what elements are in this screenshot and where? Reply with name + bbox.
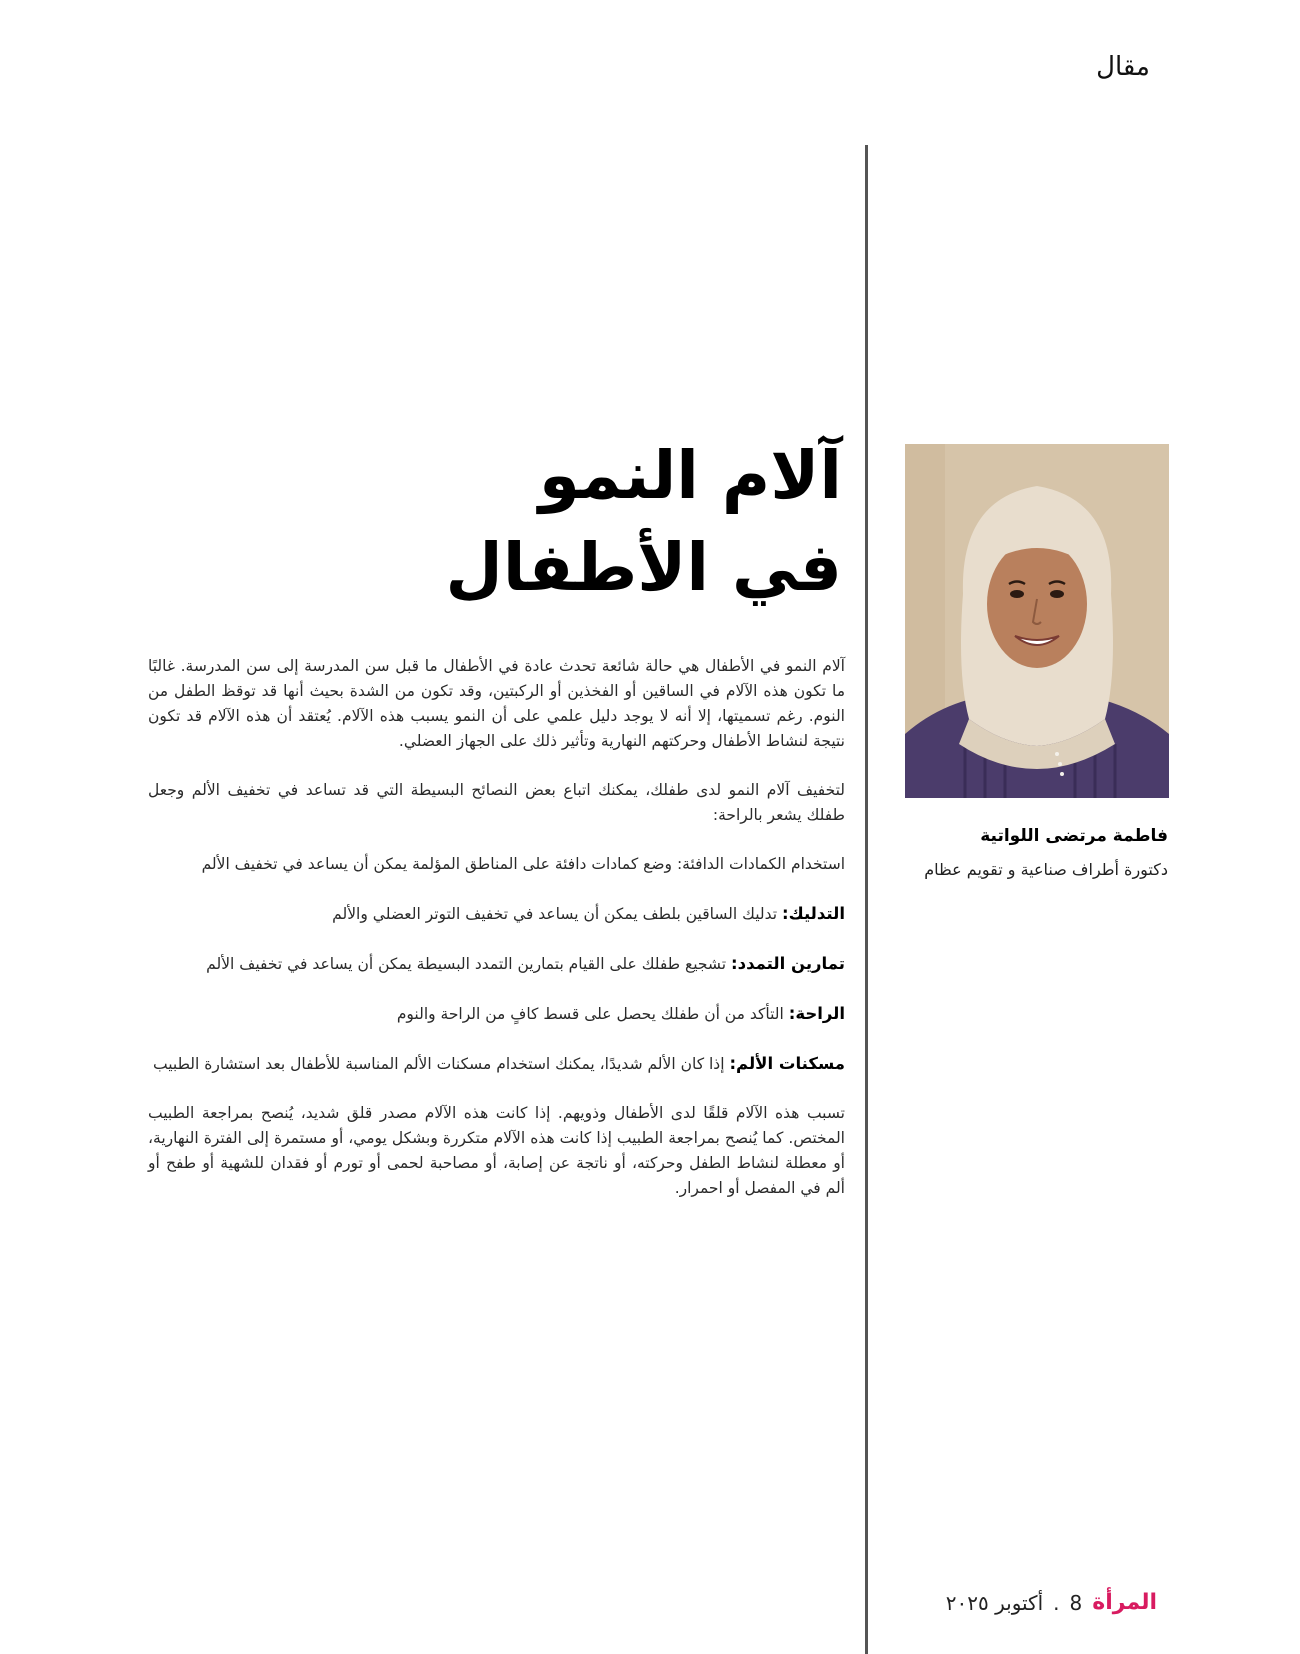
section-label: مقال: [1096, 52, 1150, 82]
page-footer: [946, 1590, 1157, 1615]
footer-separator: .: [1053, 1590, 1060, 1615]
tip-massage: [148, 901, 845, 927]
tip-stretching: [148, 951, 845, 977]
tips-intro-paragraph: لتخفيف آلام النمو لدى طفلك، يمكنك اتباع بعض النصائح البسيطة التي قد تساعد في تخفيف الألم وجعل طفلك يشعر بالراحة:: [148, 781, 845, 824]
headline-line-1: آلام النمو: [538, 437, 842, 514]
tip-text: التأكد من أن طفلك يحصل على قسط كافٍ من الراحة والنوم: [396, 1005, 789, 1023]
closing-paragraph: تسبب هذه الآلام قلقًا لدى الأطفال وذويهم. إذا كانت هذه الآلام مصدر قلق شديد، يُنصح بمراجعة الطبيب المختص. كما يُنصح بمراجعة الطبيب إذا كانت هذه الآلام متكررة وبشكل يومي، أو مستمرة إلى الفترة النهارية، أو معطلة لنشاط الطفل وحركته، أو ناتجة عن إصابة، أو مصاحبة لحمى أو تورم أو فقدان للشهية أو طفح أو ألم في المفصل أو احمرار.: [148, 1104, 845, 1197]
tip-rest: [148, 1001, 845, 1027]
tip-term: التدليك:: [781, 904, 845, 923]
author-name: فاطمة مرتضى اللواتية: [980, 826, 1168, 846]
article-intro-paragraph: آلام النمو في الأطفال هي حالة شائعة تحدث عادة في الأطفال ما قبل سن المدرسة إلى سن المدرسة. غالبًا ما تكون هذه الآلام في الساقين أو الفخذين أو الركبتين، وقد تكون من الشدة بحيث أنها قد توقظ الطفل من النوم. رغم تسميتها، إلا أنه لا يوجد دليل علمي على أن النمو يسبب هذه الآلام. يُعتقد أن هذه الآلام قد تكون نتيجة لنشاط الأطفال وحركتهم النهارية وتأثير ذلك على الجهاز العضلي.: [148, 657, 845, 750]
tip-text: تدليك الساقين بلطف يمكن أن يساعد في تخفيف التوتر العضلي والألم: [332, 905, 782, 923]
tip-text: تشجيع طفلك على القيام بتمارين التمدد البسيطة يمكن أن يساعد في تخفيف الألم: [206, 955, 731, 973]
tip-warm-compress: استخدام الكمادات الدافئة: وضع كمادات دافئة على المناطق المؤلمة يمكن أن يساعد في تخفيف الألم: [201, 855, 845, 873]
author-title: دكتورة أطراف صناعية و تقويم عظام: [924, 860, 1168, 879]
tip-painkillers: [148, 1051, 845, 1077]
tip-term: تمارين التمدد:: [731, 954, 845, 973]
issue-date: أكتوبر ٢٠٢٥: [945, 1590, 1044, 1615]
tip-term: مسكنات الألم:: [729, 1054, 845, 1073]
tip-text: إذا كان الألم شديدًا، يمكنك استخدام مسكنات الألم المناسبة للأطفال بعد استشارة الطبيب: [153, 1055, 730, 1073]
headline-line-2: في الأطفال: [445, 529, 842, 606]
article-headline: [322, 430, 842, 614]
tip-term: الراحة:: [788, 1004, 845, 1023]
author-portrait-illustration: [905, 444, 1169, 798]
column-divider: [865, 145, 868, 1654]
magazine-logo: المرأة: [1092, 1590, 1157, 1615]
author-photo: [905, 444, 1169, 798]
article-body: [148, 654, 845, 1225]
page-number: 8: [1069, 1590, 1083, 1615]
